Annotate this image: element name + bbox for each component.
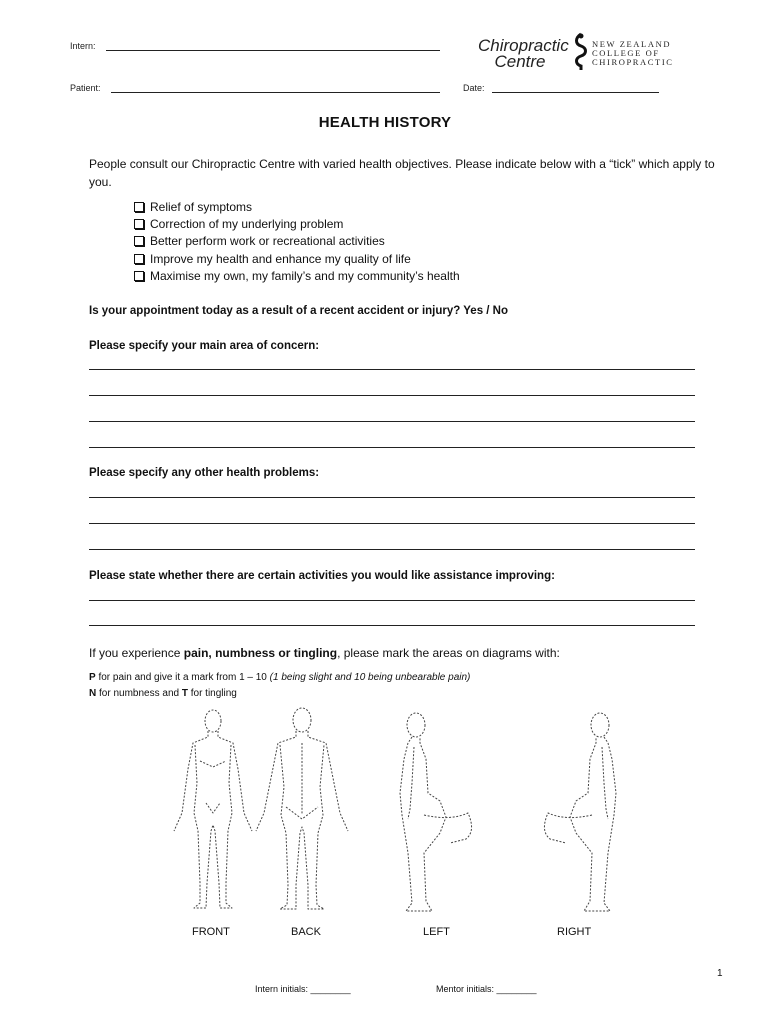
main-concern-question: Please specify your main area of concern: [89,340,320,352]
checkbox-icon[interactable] [134,202,144,212]
pain-key-p-text: for pain and give it a mark from 1 – 10 [95,672,270,683]
objective-label: Relief of symptoms [150,200,253,214]
college-line-1: NEW ZEALAND [592,39,672,49]
objective-item[interactable] [134,216,343,233]
answer-line[interactable] [89,395,695,396]
pain-scale-note: (1 being slight and 10 being unbearable pain) [269,672,471,683]
checkbox-icon[interactable] [134,236,144,246]
pain-key-line [89,672,470,683]
pain-instructions [89,646,560,660]
objective-item[interactable] [134,251,411,268]
answer-line[interactable] [89,447,695,448]
objective-item[interactable] [134,233,385,250]
patient-label: Patient: [70,83,101,93]
logo-line-2: Centre [494,52,546,71]
intern-label: Intern: [70,41,96,51]
college-line-2: COLLEGE OF [592,48,660,58]
label-right: RIGHT [557,926,592,938]
label-back: BACK [291,926,321,938]
body-diagrams[interactable] [150,703,670,923]
pain-intro-bold: pain, numbness or tingling [183,646,338,660]
mentor-initials[interactable]: Mentor initials: ________ [436,984,537,994]
page-number: 1 [717,968,723,979]
answer-line[interactable] [89,625,695,626]
activities-question: Please state whether there are certain activities you would like assistance improving: [89,570,555,582]
objective-label: Maximise my own, my family’s and my community’s health [150,269,460,283]
body-right-figure[interactable] [544,713,616,911]
objective-item[interactable] [134,268,460,285]
answer-line[interactable] [89,497,695,498]
checkbox-icon[interactable] [134,219,144,229]
logo-line-1: Chiropractic [478,36,569,55]
answer-line[interactable] [89,600,695,601]
answer-line[interactable] [89,523,695,524]
objective-label: Improve my health and enhance my quality of life [150,252,411,266]
intern-field[interactable] [106,50,440,51]
intro-text: People consult our Chiropractic Centre with varied health objectives. Please indicate below with a “tick” which apply to you. [89,157,715,189]
objective-item[interactable] [134,199,252,216]
chiropractic-centre-logo [478,36,569,71]
spine-emblem-icon [571,32,591,72]
college-line-3: CHIROPRACTIC [592,57,674,67]
objective-label: Correction of my underlying problem [150,217,344,231]
checkbox-icon[interactable] [134,254,144,264]
date-field[interactable] [492,92,659,93]
patient-field[interactable] [111,92,440,93]
answer-line[interactable] [89,549,695,550]
checkbox-icon[interactable] [134,271,144,281]
numbness-key-n: N [89,688,97,699]
date-label: Date: [463,83,485,93]
body-front-figure[interactable] [174,710,252,908]
page-title: HEALTH HISTORY [318,114,452,131]
numbness-tingling-key-line [89,688,237,699]
tingling-key-text: for tingling [187,688,237,699]
label-front: FRONT [192,926,230,938]
college-name [592,40,674,67]
intern-initials[interactable]: Intern initials: ________ [255,984,351,994]
pain-intro-post: , please mark the areas on diagrams with: [337,646,560,660]
pain-key-p: P [89,672,96,683]
body-left-figure[interactable] [400,713,472,911]
answer-line[interactable] [89,369,695,370]
answer-line[interactable] [89,421,695,422]
body-back-figure[interactable] [256,708,348,909]
pain-intro-pre: If you experience [89,646,184,660]
numbness-key-text: for numbness and [96,688,182,699]
label-left: LEFT [423,926,450,938]
objective-label: Better perform work or recreational activities [150,234,385,248]
other-problems-question: Please specify any other health problems: [89,467,320,479]
tingling-key-t: T [181,688,188,699]
accident-question: Is your appointment today as a result of a recent accident or injury? Yes / No [89,305,509,317]
